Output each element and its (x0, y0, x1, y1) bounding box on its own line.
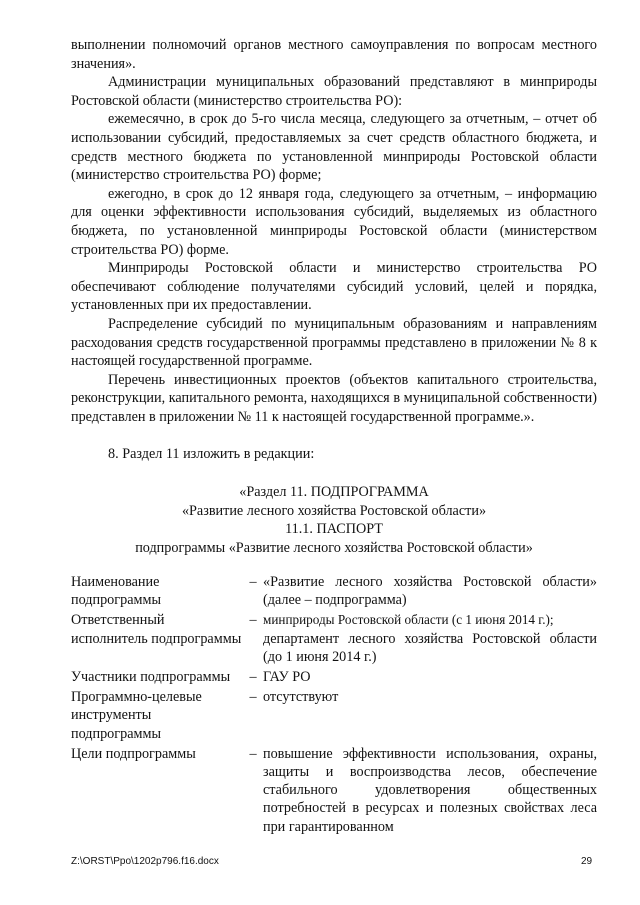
section-subtitle: «Развитие лесного хозяйства Ростовской области» (181, 502, 487, 519)
paragraph: ежегодно, в срок до 12 января года, следующего за отчетным, – информацию для оценки эффективности использования субсидий, выделяемых из областного бюджета, по установленной минприроды Ростовской области (министерством строительства РО) форме. (71, 185, 597, 258)
row-value: ГАУ РО (263, 669, 311, 686)
row-dash: – (249, 669, 257, 686)
table-row (71, 668, 597, 688)
row-label: Цели подпрограммы (71, 745, 196, 762)
row-value (263, 611, 597, 668)
footer-file-path: Z:\ORST\Ppo\1202p796.f16.docx (71, 856, 219, 867)
paragraph: Администрации муниципальных образований представляют в минприроды Ростовской области (министерство строительства РО): (71, 74, 597, 109)
row-value-line: минприроды Ростовской области (с 1 июня 2014 г.); (263, 612, 554, 628)
passport-subtitle: подпрограммы «Развитие лесного хозяйства Ростовской области» (135, 539, 533, 556)
table-row (71, 573, 597, 611)
row-value: отсутствуют (263, 689, 339, 706)
paragraph: ежемесячно, в срок до 5-го числа месяца, следующего за отчетным, – отчет об использовании субсидий, предоставляемых за счет средств областного бюджета, и средств местного бюджета по установленной минприроды Ростовской области (министерство строительства РО) форме; (71, 111, 597, 184)
row-label: Ответственный исполнитель подпрограммы (71, 612, 242, 647)
paragraph: Распределение субсидий по муниципальным образованиям и направлениям расходования средств государственной программы представлено в приложении № 8 к настоящей государственной программе. (71, 315, 597, 370)
row-value: «Развитие лесного хозяйства Ростовской области» (далее – подпрограмма) (263, 574, 597, 609)
page-number: 29 (581, 856, 593, 867)
row-label: Участники подпрограммы (71, 669, 231, 686)
row-label: Программно-целевые инструменты подпрограммы (71, 689, 202, 742)
row-label: Наименование подпрограммы (71, 574, 161, 609)
table-row (71, 688, 597, 745)
row-dash: – (249, 612, 257, 629)
paragraph: Перечень инвестиционных проектов (объектов капитального строительства, реконструкции, капитального ремонта, находящихся в муниципальной собственности) представлен в приложении № 11 к настоящей государственной программе.». (71, 371, 597, 425)
passport-title: 11.1. ПАСПОРТ (285, 521, 383, 538)
row-dash: – (249, 689, 257, 706)
row-value: повышение эффективности использования, охраны, защиты и воспроизводства лесов, обеспечение стабильного удовлетворения общественных потребностей в ресурсах и полезных свойствах леса при гарантированном (263, 745, 597, 835)
paragraph: Минприроды Ростовской области и министерство строительства РО обеспечивают соблюдение получателями субсидий условий, целей и порядка, установленных при их предоставлении. (71, 260, 597, 314)
table-row (71, 611, 597, 668)
paragraph: 8. Раздел 11 изложить в редакции: (108, 446, 315, 463)
passport-table (71, 573, 597, 836)
document-body (71, 36, 597, 557)
table-row (71, 745, 597, 836)
section-title: «Раздел 11. ПОДПРОГРАММА (239, 484, 429, 501)
row-value-line: департамент лесного хозяйства Ростовской области (до 1 июня 2014 г.) (263, 630, 597, 665)
paragraph: выполнении полномочий органов местного самоуправления по вопросам местного значения». (71, 37, 597, 72)
row-dash: – (249, 745, 257, 762)
row-dash: – (249, 574, 257, 590)
